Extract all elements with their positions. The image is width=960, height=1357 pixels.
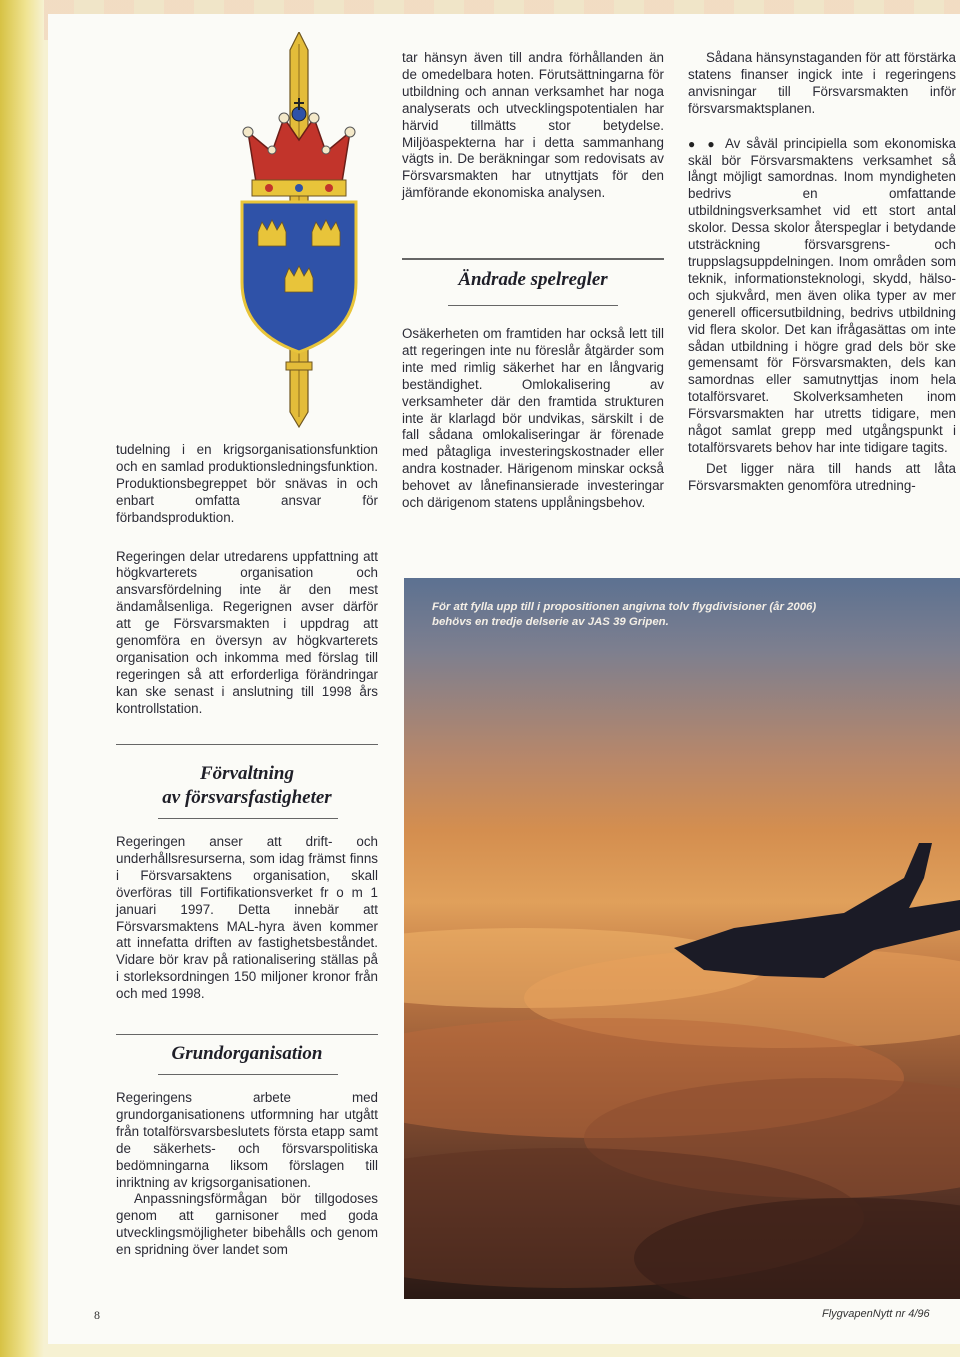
left-column (116, 442, 378, 730)
heading-forvaltning (116, 762, 378, 810)
middle-column-lower (402, 326, 664, 524)
middle-rule-1 (402, 258, 664, 260)
left-paragraph-3: Regeringen anser att drift- och underhållsresurserna, som idag främst finns i Försvarsaktens organisation, skall överföras till Fortifikationsverket fr o m 1 januari 1997. Detta innebär att Försvarsmaktens MAL-hyra även kommer att innefatta driften av fastighetsbeståndet. Vidare bör krav på rationalisering ställas på i storleksordningen 150 miljoner kronor från och med 1998. (116, 834, 378, 1002)
heading-forvaltning-line1: Förvaltning (200, 763, 294, 784)
right-paragraph-3: Det ligger nära till hands att låta Försvarsmakten genomföra utredning- (688, 460, 956, 493)
photo-caption: För att fylla upp till i propositionen angivna tolv flygdivisioner (år 2006) behövs en tredje delserie av JAS 39 Gripen. (432, 601, 817, 628)
heading-andrade-spelregler: Ändrade spelregler (458, 269, 608, 290)
left-paragraph-1: tudelning i en krigsorganisationsfunktion och en samlad produktionsledningsfunktion. Produktionsbegreppet bör snävas in och enbart omfatta ansvar för förbandsproduktion. (116, 442, 378, 525)
right-paragraph-2-wrap (688, 136, 956, 457)
right-paragraph-2: Av såväl principiella som ekonomiska skäl bör Försvarsmaktens verksamhet så långt möjligt samordnas. Inom myndigheten bedrivs en omfattande utbildningsverksamhet vid ett stort antal skolor. Dessa skolor återspeglar i betydande utsträckning försvarsgrens- och truppslagsuppdelningen. Inom områden som teknik, informationsteknologi, skydd, hälso- och sjukvård, men även olika typer av mer generell officersutbildning, bedrivs utbildning vid flera skolor. Det kan ifrågasättas om inte sådan utbildning i högre grad dels bör ske gemensamt för Försvarsmakten, dels kan samordnas eller samutnyttjas inom hela totalförsvaret. Skolverksamheten inom Försvarsmakten har utretts tidigare, men något samlat grepp med utgångspunkt i totalförsvarets behov har inte tidigare tagits. (688, 135, 956, 455)
clouds-and-aircraft-illustration (404, 578, 960, 1299)
middle-paragraph-2: Osäkerheten om framtiden har också lett till att regeringen inte nu föreslår åtgärder som inte med rimlig säkerhet har en långvarig beständighet. Omlokalisering av verksamheter där den framtida strukturen inte är klarlagd bör undvikas, särskilt i de fall sådana omlokaliseringar är förenade med påtagliga investeringskostnader eller andra kostnader. Härigenom minskar också behovet av lånefinansierade investeringar och därigenom statens upplåningsbehov. (402, 326, 664, 511)
right-column (688, 50, 956, 507)
bullet-dots: ● ● (688, 136, 719, 151)
left-paragraph-5: Anpassningsförmågan bör tillgodoses genom att garnisoner med goda utvecklingsmöjligheter bibehålls och genom en spridning över landet som (116, 1191, 378, 1258)
left-color-strip (0, 0, 44, 1357)
left-paragraph-2: Regeringen delar utredarens uppfattning att högkvarterets organisation och ansvarsfördelning inte är den mest ändamålsenliga. Regerignen avser därför att ge Försvarsmakten i uppdrag att genomföra en översyn av högkvarterets organisation och inkomma med förslag till regeringen så att erforderliga förändringar kan ske senast i anslutning till 1998 års kontrollstation. (116, 548, 378, 716)
heading-forvaltning-line2: av försvarsfastigheter (162, 787, 332, 808)
left-rule-2 (158, 818, 338, 819)
left-column-lower (116, 834, 378, 1015)
middle-paragraph-1: tar hänsyn även till andra förhållanden än de omedelbara hoten. Förutsättningarna för utbildning och annan verksamhet har noga analyserats och utvecklingspotentialen har härvid tillmätts stor betydelse. Miljöaspekterna har i detta sammanhang vägts in. De beräkningar som redovisats av Försvarsmakten har utnyttjats för den jämförande ekonomiska analysen. (402, 50, 664, 201)
coat-of-arms-emblem (234, 32, 364, 432)
left-rule-4 (158, 1074, 338, 1075)
middle-column (402, 50, 664, 214)
left-column-bottom (116, 1090, 378, 1271)
left-rule-1 (116, 744, 378, 745)
jas39-gripen-photo (404, 578, 960, 1299)
magazine-issue: FlygvapenNytt nr 4/96 (822, 1308, 930, 1320)
left-paragraph-4: Regeringens arbete med grundorganisationens utformning har utgått från totalförsvarsbeslutets första etapp samt de säkerhets- och försvarspolitiska bedömningarna liksom förslagen till inriktning av krigsorganisationen. (116, 1090, 378, 1190)
left-rule-3 (116, 1034, 378, 1035)
page-number: 8 (94, 1308, 100, 1322)
middle-rule-2 (448, 305, 618, 306)
right-paragraph-1: Sådana hänsynstaganden för att förstärka statens finanser ingick inte i regeringens anvisningar till Försvarsmakten inför försvarsmaktsplanen. (688, 50, 956, 116)
heading-grundorganisation: Grundorganisation (171, 1043, 323, 1064)
